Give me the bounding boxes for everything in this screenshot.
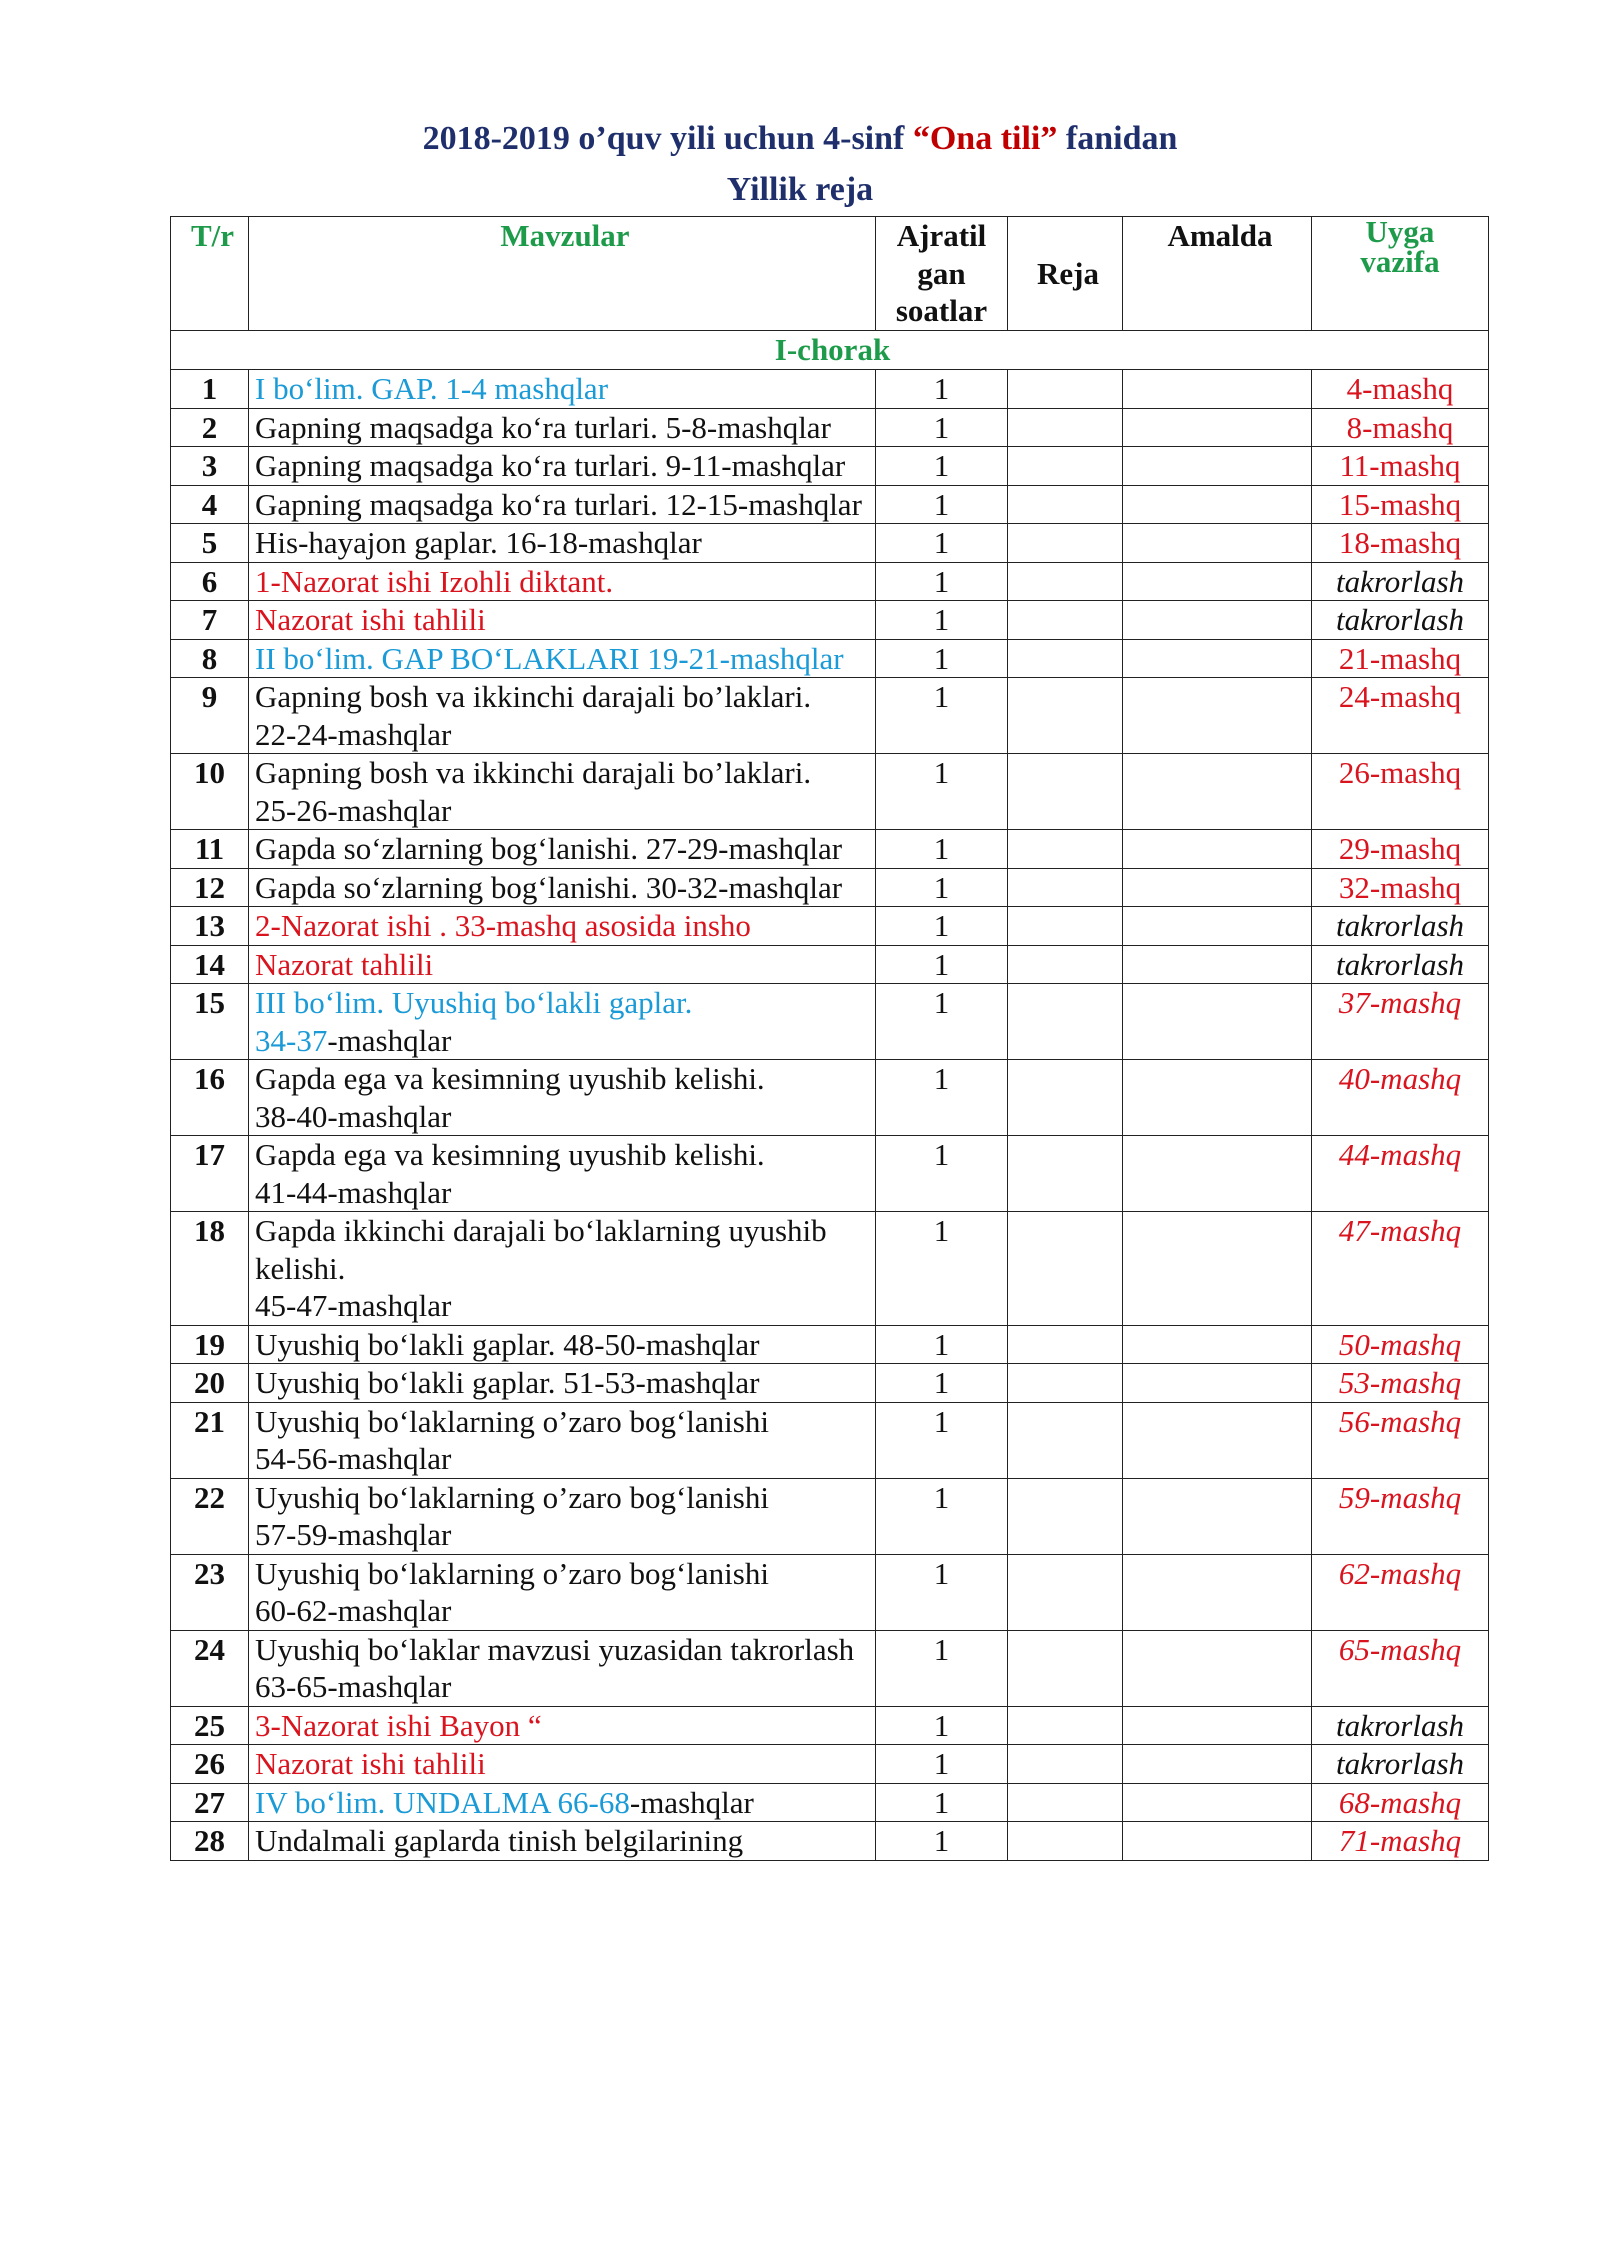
- row-plan: [1008, 1554, 1123, 1630]
- row-topic: [249, 868, 876, 907]
- row-hours: 1: [876, 1212, 1008, 1326]
- row-topic: [249, 907, 876, 946]
- row-homework: 59-mashq: [1312, 1478, 1489, 1554]
- row-topic: [249, 1745, 876, 1784]
- header-hours: Ajratil gan soatlar: [876, 217, 1008, 331]
- topic-exercises-range: 34-37: [255, 1022, 328, 1058]
- table-row: [171, 639, 1489, 678]
- row-homework: 40-mashq: [1312, 1060, 1489, 1136]
- row-plan: [1008, 868, 1123, 907]
- header-number: T/r: [171, 217, 249, 331]
- row-homework: 4-mashq: [1312, 370, 1489, 409]
- row-number: 10: [171, 754, 249, 830]
- row-topic: [249, 830, 876, 869]
- row-hours: 1: [876, 1745, 1008, 1784]
- row-actual: [1123, 830, 1312, 869]
- row-plan: [1008, 1706, 1123, 1745]
- table-row: [171, 1212, 1489, 1326]
- row-plan: [1008, 639, 1123, 678]
- row-plan: [1008, 1364, 1123, 1403]
- topic-text: 2-Nazorat ishi . 33-mashq asosida insho: [255, 908, 751, 943]
- row-topic: [249, 639, 876, 678]
- row-homework: 71-mashq: [1312, 1822, 1489, 1861]
- row-number: 5: [171, 524, 249, 563]
- topic-text: Gapning maqsadga ko‘ra turlari. 9-11-mashqlar: [255, 448, 846, 483]
- row-hours: 1: [876, 485, 1008, 524]
- row-hours: 1: [876, 1706, 1008, 1745]
- row-actual: [1123, 1783, 1312, 1822]
- row-plan: [1008, 1783, 1123, 1822]
- header-plan: Reja: [1008, 217, 1123, 331]
- row-actual: [1123, 754, 1312, 830]
- row-actual: [1123, 1745, 1312, 1784]
- row-actual: [1123, 945, 1312, 984]
- table-row: [171, 1136, 1489, 1212]
- topic-exercises: 60-62-mashqlar: [255, 1593, 452, 1628]
- document-title: [0, 115, 1600, 163]
- row-homework: 29-mashq: [1312, 830, 1489, 869]
- row-plan: [1008, 370, 1123, 409]
- table-row: [171, 984, 1489, 1060]
- topic-text: Uyushiq bo‘laklarning o’zaro bog‘lanishi: [255, 1479, 769, 1515]
- topic-text: Gapning maqsadga ko‘ra turlari. 5-8-mashqlar: [255, 409, 831, 445]
- row-number: 21: [171, 1402, 249, 1478]
- row-actual: [1123, 1402, 1312, 1478]
- topic-exercises: 45-47-mashqlar: [255, 1288, 452, 1323]
- row-hours: 1: [876, 1136, 1008, 1212]
- plan-table: [170, 216, 1489, 1861]
- topic-text: II bo‘lim. GAP BO‘LAKLARI 19-21-mashqlar: [255, 640, 844, 676]
- row-hours: 1: [876, 678, 1008, 754]
- topic-text: Uyushiq bo‘laklarning o’zaro bog‘lanishi: [255, 1403, 769, 1439]
- topic-exercises: -mashqlar: [629, 1784, 754, 1820]
- table-row: [171, 754, 1489, 830]
- table-row: [171, 485, 1489, 524]
- row-number: 7: [171, 601, 249, 640]
- row-homework: takrorlash: [1312, 562, 1489, 601]
- row-actual: [1123, 562, 1312, 601]
- row-number: 14: [171, 945, 249, 984]
- table-row: [171, 868, 1489, 907]
- row-hours: 1: [876, 1325, 1008, 1364]
- header-homework: Uyga vazifa: [1312, 217, 1489, 331]
- row-actual: [1123, 1554, 1312, 1630]
- table-row: [171, 524, 1489, 563]
- table-row: [171, 447, 1489, 486]
- row-topic: [249, 1554, 876, 1630]
- topic-text: Gapda ega va kesimning uyushib kelishi.: [255, 1137, 765, 1172]
- row-plan: [1008, 1630, 1123, 1706]
- row-homework: 37-mashq: [1312, 984, 1489, 1060]
- row-homework: 56-mashq: [1312, 1402, 1489, 1478]
- row-hours: 1: [876, 1402, 1008, 1478]
- section-row: [171, 331, 1489, 370]
- row-actual: [1123, 639, 1312, 678]
- table-row: [171, 945, 1489, 984]
- table-row: [171, 1745, 1489, 1784]
- row-homework: 68-mashq: [1312, 1783, 1489, 1822]
- row-homework: 50-mashq: [1312, 1325, 1489, 1364]
- row-actual: [1123, 1630, 1312, 1706]
- row-homework: takrorlash: [1312, 907, 1489, 946]
- row-hours: 1: [876, 1783, 1008, 1822]
- row-homework: 15-mashq: [1312, 485, 1489, 524]
- row-actual: [1123, 1060, 1312, 1136]
- row-plan: [1008, 1060, 1123, 1136]
- row-actual: [1123, 1136, 1312, 1212]
- topic-exercises: 25-26-mashqlar: [255, 792, 452, 828]
- topic-text: Gapning bosh va ikkinchi darajali bo’laklari.: [255, 755, 812, 790]
- row-plan: [1008, 601, 1123, 640]
- topic-text: Gapda ega va kesimning uyushib kelishi.: [255, 1061, 765, 1096]
- topic-text: Uyushiq bo‘laklar mavzusi yuzasidan takrorlash: [255, 1631, 855, 1667]
- row-topic: [249, 601, 876, 640]
- table-row: [171, 1554, 1489, 1630]
- row-hours: 1: [876, 1822, 1008, 1861]
- row-topic: [249, 1706, 876, 1745]
- table-header-row: [171, 217, 1489, 331]
- row-plan: [1008, 1212, 1123, 1326]
- row-homework: 32-mashq: [1312, 868, 1489, 907]
- row-topic: [249, 1478, 876, 1554]
- topic-text: Uyushiq bo‘laklarning o’zaro bog‘lanishi: [255, 1555, 769, 1591]
- row-hours: 1: [876, 524, 1008, 563]
- topic-exercises: -mashqlar: [327, 1022, 452, 1058]
- row-actual: [1123, 408, 1312, 447]
- row-number: 16: [171, 1060, 249, 1136]
- topic-text: Uyushiq bo‘lakli gaplar. 51-53-mashqlar: [255, 1365, 760, 1400]
- table-row: [171, 1706, 1489, 1745]
- row-homework: 47-mashq: [1312, 1212, 1489, 1326]
- row-plan: [1008, 1745, 1123, 1784]
- row-number: 18: [171, 1212, 249, 1326]
- row-hours: 1: [876, 907, 1008, 946]
- row-topic: [249, 1136, 876, 1212]
- row-homework: 24-mashq: [1312, 678, 1489, 754]
- row-topic: [249, 485, 876, 524]
- row-topic: [249, 1822, 876, 1861]
- table-row: [171, 1783, 1489, 1822]
- row-homework: 18-mashq: [1312, 524, 1489, 563]
- row-homework: 62-mashq: [1312, 1554, 1489, 1630]
- row-homework: 65-mashq: [1312, 1630, 1489, 1706]
- row-topic: [249, 1060, 876, 1136]
- table-row: [171, 678, 1489, 754]
- row-hours: 1: [876, 868, 1008, 907]
- row-plan: [1008, 524, 1123, 563]
- header-topics: Mavzular: [249, 217, 876, 331]
- row-number: 4: [171, 485, 249, 524]
- row-plan: [1008, 562, 1123, 601]
- table-row: [171, 1364, 1489, 1403]
- row-plan: [1008, 830, 1123, 869]
- row-number: 24: [171, 1630, 249, 1706]
- topic-text: III bo‘lim. Uyushiq bo‘lakli gaplar.: [255, 985, 693, 1020]
- row-topic: [249, 1364, 876, 1403]
- table-row: [171, 1402, 1489, 1478]
- row-actual: [1123, 907, 1312, 946]
- table-row: [171, 1630, 1489, 1706]
- row-topic: [249, 524, 876, 563]
- title-subject: “Ona tili”: [912, 120, 1058, 157]
- row-actual: [1123, 1478, 1312, 1554]
- row-hours: 1: [876, 1630, 1008, 1706]
- topic-text: I bo‘lim. GAP. 1-4 mashqlar: [255, 371, 609, 406]
- row-actual: [1123, 1325, 1312, 1364]
- row-number: 13: [171, 907, 249, 946]
- row-number: 23: [171, 1554, 249, 1630]
- row-topic: [249, 447, 876, 486]
- row-plan: [1008, 754, 1123, 830]
- row-actual: [1123, 485, 1312, 524]
- topic-text: 1-Nazorat ishi Izohli diktant.: [255, 563, 614, 599]
- row-hours: 1: [876, 945, 1008, 984]
- row-actual: [1123, 1822, 1312, 1861]
- row-plan: [1008, 1136, 1123, 1212]
- table-body: [171, 370, 1489, 1861]
- row-topic: [249, 984, 876, 1060]
- row-number: 17: [171, 1136, 249, 1212]
- row-number: 27: [171, 1783, 249, 1822]
- row-topic: [249, 945, 876, 984]
- topic-text: IV bo‘lim. UNDALMA 66-68: [255, 1784, 630, 1820]
- topic-text: Nazorat ishi tahlili: [255, 1746, 486, 1781]
- row-hours: 1: [876, 562, 1008, 601]
- topic-text: Nazorat ishi tahlili: [255, 602, 486, 637]
- row-homework: 53-mashq: [1312, 1364, 1489, 1403]
- row-number: 9: [171, 678, 249, 754]
- row-topic: [249, 754, 876, 830]
- topic-text: Nazorat tahlili: [255, 946, 434, 982]
- row-number: 2: [171, 408, 249, 447]
- topic-text: Undalmali gaplarda tinish belgilarining: [255, 1823, 744, 1858]
- row-homework: 44-mashq: [1312, 1136, 1489, 1212]
- row-homework: takrorlash: [1312, 1706, 1489, 1745]
- header-actual: Amalda: [1123, 217, 1312, 331]
- row-topic: [249, 408, 876, 447]
- row-number: 3: [171, 447, 249, 486]
- row-actual: [1123, 984, 1312, 1060]
- row-hours: 1: [876, 601, 1008, 640]
- row-number: 22: [171, 1478, 249, 1554]
- topic-text: 3-Nazorat ishi Bayon “: [255, 1707, 542, 1743]
- row-plan: [1008, 1478, 1123, 1554]
- row-number: 11: [171, 830, 249, 869]
- row-hours: 1: [876, 447, 1008, 486]
- row-number: 19: [171, 1325, 249, 1364]
- table-row: [171, 562, 1489, 601]
- row-hours: 1: [876, 830, 1008, 869]
- row-homework: takrorlash: [1312, 945, 1489, 984]
- row-number: 12: [171, 868, 249, 907]
- row-homework: 11-mashq: [1312, 447, 1489, 486]
- row-number: 28: [171, 1822, 249, 1861]
- row-actual: [1123, 1212, 1312, 1326]
- row-plan: [1008, 408, 1123, 447]
- row-topic: [249, 1212, 876, 1326]
- row-number: 26: [171, 1745, 249, 1784]
- row-topic: [249, 1783, 876, 1822]
- row-actual: [1123, 524, 1312, 563]
- row-plan: [1008, 1402, 1123, 1478]
- row-number: 20: [171, 1364, 249, 1403]
- row-hours: 1: [876, 754, 1008, 830]
- topic-exercises: 57-59-mashqlar: [255, 1517, 452, 1552]
- row-number: 6: [171, 562, 249, 601]
- row-hours: 1: [876, 984, 1008, 1060]
- row-homework: 21-mashq: [1312, 639, 1489, 678]
- row-number: 25: [171, 1706, 249, 1745]
- topic-text: Gapda so‘zlarning bog‘lanishi. 27-29-mashqlar: [255, 831, 843, 866]
- row-actual: [1123, 370, 1312, 409]
- row-actual: [1123, 1706, 1312, 1745]
- topic-text: His-hayajon gaplar. 16-18-mashqlar: [255, 525, 702, 560]
- topic-text: Uyushiq bo‘lakli gaplar. 48-50-mashqlar: [255, 1326, 760, 1362]
- table-row: [171, 1822, 1489, 1861]
- row-topic: [249, 1630, 876, 1706]
- row-plan: [1008, 447, 1123, 486]
- row-hours: 1: [876, 1364, 1008, 1403]
- row-plan: [1008, 1822, 1123, 1861]
- topic-exercises: 63-65-mashqlar: [255, 1669, 452, 1704]
- row-hours: 1: [876, 1060, 1008, 1136]
- topic-exercises: 38-40-mashqlar: [255, 1098, 452, 1134]
- row-actual: [1123, 601, 1312, 640]
- document-subtitle: Yillik reja: [726, 171, 874, 208]
- topic-text: Gapda so‘zlarning bog‘lanishi. 30-32-mashqlar: [255, 869, 843, 905]
- row-actual: [1123, 678, 1312, 754]
- table-row: [171, 1060, 1489, 1136]
- row-homework: takrorlash: [1312, 1745, 1489, 1784]
- table-row: [171, 830, 1489, 869]
- row-plan: [1008, 485, 1123, 524]
- row-number: 1: [171, 370, 249, 409]
- table-row: [171, 370, 1489, 409]
- section-label: I-chorak: [171, 331, 1489, 370]
- table-row: [171, 907, 1489, 946]
- row-homework: takrorlash: [1312, 601, 1489, 640]
- table-row: [171, 1478, 1489, 1554]
- row-hours: 1: [876, 370, 1008, 409]
- table-row: [171, 601, 1489, 640]
- row-topic: [249, 370, 876, 409]
- row-plan: [1008, 984, 1123, 1060]
- row-hours: 1: [876, 1478, 1008, 1554]
- title-part-2: fanidan: [1057, 120, 1178, 157]
- topic-exercises: 22-24-mashqlar: [255, 716, 452, 752]
- row-plan: [1008, 678, 1123, 754]
- topic-text: Gapning bosh va ikkinchi darajali bo’laklari.: [255, 679, 812, 714]
- row-topic: [249, 1402, 876, 1478]
- row-plan: [1008, 907, 1123, 946]
- topic-exercises: 41-44-mashqlar: [255, 1174, 452, 1210]
- row-topic: [249, 562, 876, 601]
- row-homework: 8-mashq: [1312, 408, 1489, 447]
- title-part-1: 2018-2019 o’quv yili uchun 4-sinf: [422, 120, 913, 157]
- row-topic: [249, 678, 876, 754]
- table-row: [171, 1325, 1489, 1364]
- row-actual: [1123, 447, 1312, 486]
- row-number: 8: [171, 639, 249, 678]
- row-actual: [1123, 868, 1312, 907]
- row-topic: [249, 1325, 876, 1364]
- topic-text: Gapning maqsadga ko‘ra turlari. 12-15-mashqlar: [255, 486, 862, 522]
- table-row: [171, 408, 1489, 447]
- row-hours: 1: [876, 639, 1008, 678]
- row-plan: [1008, 1325, 1123, 1364]
- row-homework: 26-mashq: [1312, 754, 1489, 830]
- row-plan: [1008, 945, 1123, 984]
- topic-exercises: 54-56-mashqlar: [255, 1441, 452, 1476]
- row-actual: [1123, 1364, 1312, 1403]
- row-number: 15: [171, 984, 249, 1060]
- row-hours: 1: [876, 408, 1008, 447]
- topic-text: Gapda ikkinchi darajali bo‘laklarning uyushib kelishi.: [255, 1213, 827, 1286]
- row-hours: 1: [876, 1554, 1008, 1630]
